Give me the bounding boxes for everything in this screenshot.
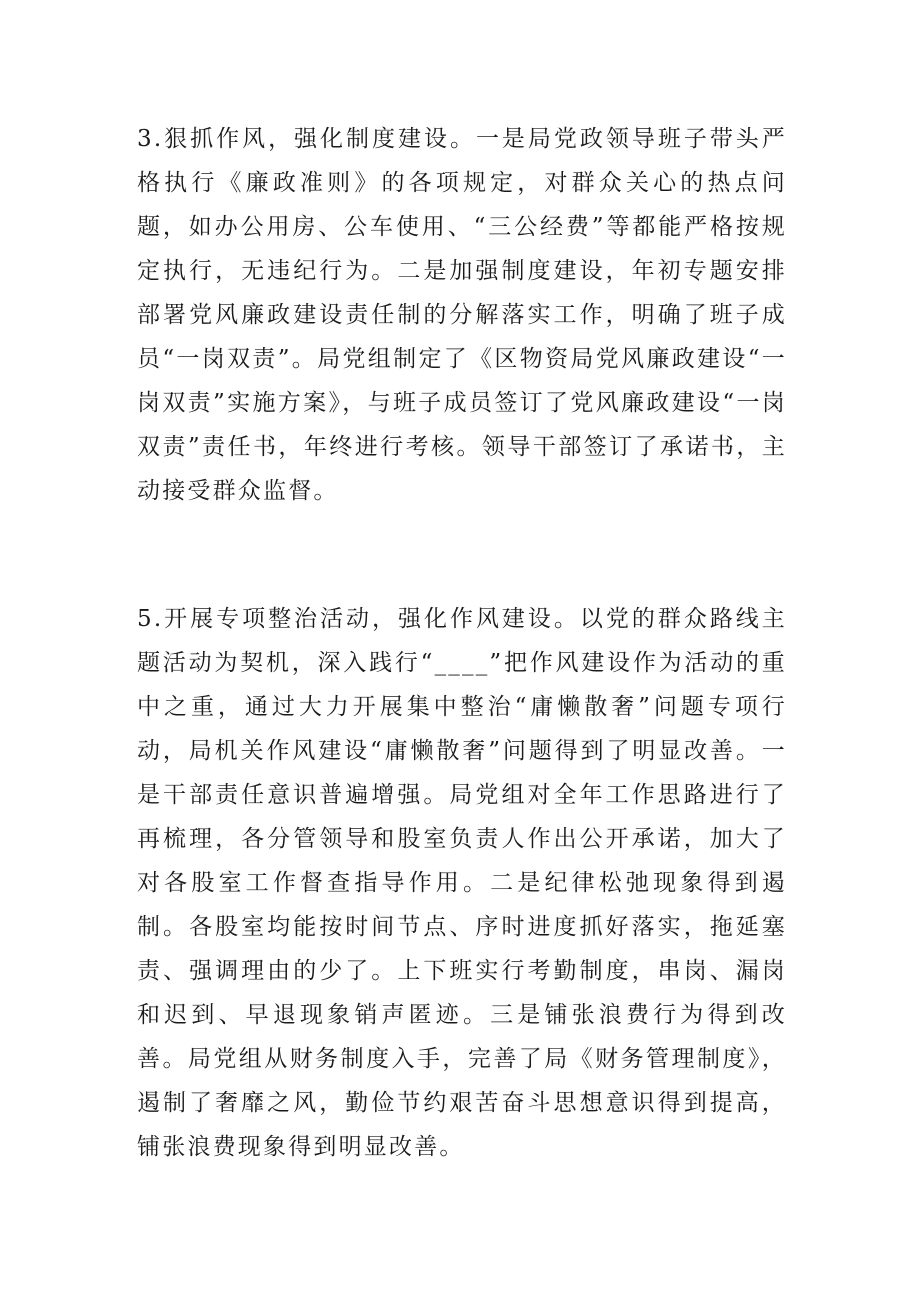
paragraph-special-rectification: 5.开展专项整治活动，强化作风建设。以党的群众路线主题活动为契机，深入践行“____”把作风建设作为活动的重中之重，通过大力开展集中整治“庸懒散奢”问题专项行动，局机关作风建设“庸懒散奢”问题得到了明显改善。一是干部责任意识普遍增强。局党组对全年工作思路进行了再梳理，各分管领导和股室负责人作出公开承诺，加大了对各股室工作督查指导作用。二是纪律松弛现象得到遏制。各股室均能按时间节点、序时进度抓好落实，拖延塞责、强调理由的少了。上下班实行考勤制度，串岗、漏岗和迟到、早退现象销声匿迹。三是铺张浪费行为得到改善。局党组从财务制度入手，完善了局《财务管理制度》，遏制了奢靡之风，勤俭节约艰苦奋斗思想意识得到提高，铺张浪费现象得到明显改善。 [137,606,787,1160]
paragraph-system-construction: 3.狠抓作风，强化制度建设。一是局党政领导班子带头严格执行《廉政准则》的各项规定，对群众关心的热点问题，如办公用房、公车使用、“三公经费”等都能严格按规定执行，无违纪行为。二是加强制度建设，年初专题安排部署党风廉政建设责任制的分解落实工作，明确了班子成员“一岗双责”。局党组制定了《区物资局党风廉政建设“一岗双责”实施方案》，与班子成员签订了党风廉政建设“一岗双责”责任书，年终进行考核。领导干部签订了承诺书，主动接受群众监督。 [137,126,787,504]
